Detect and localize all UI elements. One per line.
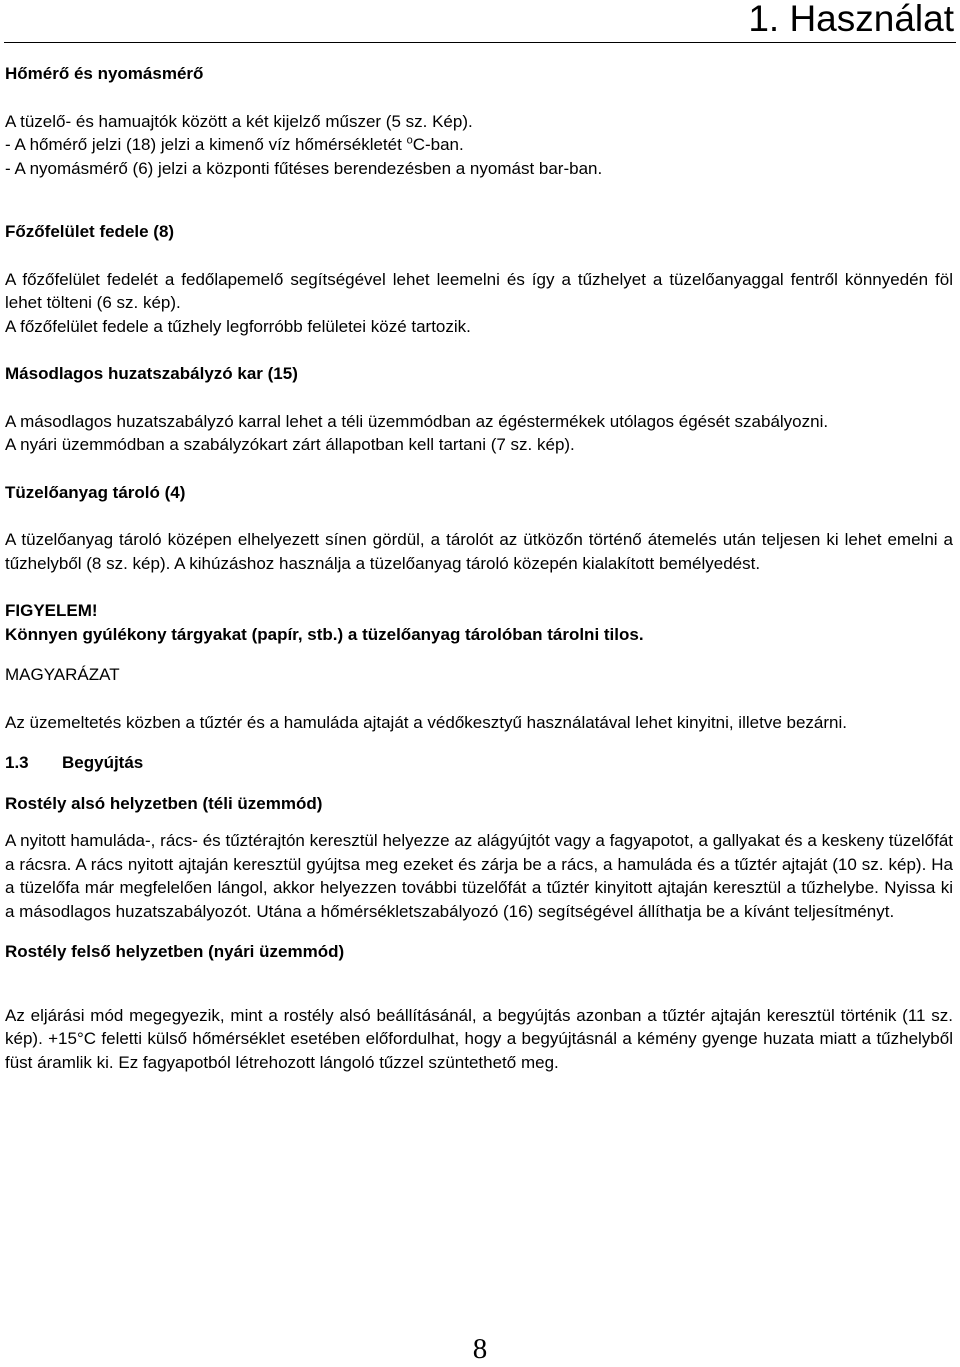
thermometer-line-2-unit: C-ban. xyxy=(412,135,464,154)
fuel-storage-paragraph: A tüzelőanyag tároló középen elhelyezett sínen gördül, a tárolót az ütközőn történő átemelés után teljesen ki lehet emelni a tűzhelyből (8 sz. kép). A kihúzáshoz használja a tüzelőanyag tároló közepén kialakított bemélyedést. xyxy=(5,530,953,573)
secondary-draft-paragraph-1: A másodlagos huzatszabályzó karral lehet a téli üzemmódban az égéstermékek utólagos égését szabályozni. xyxy=(5,411,829,431)
secondary-draft-paragraph-2: A nyári üzemmódban a szabályzókart zárt állapotban kell tartani (7 sz. kép). xyxy=(5,435,575,454)
cooktop-lid-heading: Főzőfelület fedele (8) xyxy=(5,222,175,241)
page-header xyxy=(0,0,960,44)
thermometer-line-2 xyxy=(5,133,953,157)
thermometer-line-1: A tüzelő- és hamuajtók között a két kijelző műszer (5 sz. Kép). xyxy=(5,111,473,131)
chapter-title: 1. Használat xyxy=(748,0,954,39)
warning-heading: FIGYELEM! xyxy=(5,601,98,620)
warning-text: Könnyen gyúlékony tárgyakat (papír, stb.) a tüzelőanyag tárolóban tárolni tilos. xyxy=(5,624,644,644)
thermometer-line-3: - A nyomásmérő (6) jelzi a központi fűtéses berendezésben a nyomást bar-ban. xyxy=(5,158,603,178)
page-number: 8 xyxy=(472,1333,488,1365)
explanation-heading: MAGYARÁZAT xyxy=(5,665,120,684)
document-body xyxy=(5,62,953,1074)
cooktop-lid-paragraph-2: A főzőfelület fedele a tűzhely legforróbb felületei közé tartozik. xyxy=(5,316,471,336)
grate-upper-heading: Rostély felső helyzetben (nyári üzemmód) xyxy=(5,942,345,961)
thermometer-heading: Hőmérő és nyomásmérő xyxy=(5,64,204,83)
thermometer-line-2-text: - A hőmérő jelzi (18) jelzi a kimenő víz hőmérsékletét xyxy=(5,135,407,154)
secondary-draft-heading: Másodlagos huzatszabályzó kar (15) xyxy=(5,364,298,383)
grate-upper-paragraph: Az eljárási mód megegyezik, mint a rostély alsó beállításánál, a begyújtás azonban a tűztér ajtaján keresztül történik (11 sz. kép). +15°C feletti külső hőmérséklet esetében előfordulhat, hogy a begyújtásnál a kémény gyenge huzata miatt a tűzhelyből füst áramlik ki. Ez fagyapotból létrehozott lángoló tűzzel szüntethető meg. xyxy=(5,1005,953,1072)
cooktop-lid-paragraph-1: A főzőfelület fedelét a fedőlapemelő segítségével lehet leemelni és így a tűzhelyet a tüzelőanyaggal fentről könnyedén föl lehet tölteni (6 sz. kép). xyxy=(5,269,953,312)
grate-lower-heading: Rostély alsó helyzetben (téli üzemmód) xyxy=(5,793,323,813)
section-number: 1.3 xyxy=(5,753,29,772)
explanation-text: Az üzemeltetés közben a tűztér és a hamuláda ajtaját a védőkesztyű használatával lehet kinyitni, illetve bezárni. xyxy=(5,712,847,732)
degree-symbol: o xyxy=(406,134,413,147)
grate-lower-paragraph: A nyitott hamuláda-, rács- és tűztérajtón keresztül helyezze az alágyújtót vagy a fagyapotot, a gallyakat és a keskeny tüzelőfát a rácsra. A rács nyitott ajtaján keresztül gyújtsa meg ezeket és zárja be a rács, a hamuláda és a tűztér ajtaját (10 sz. kép). Ha a tüzelőfa már megfelelően lángol, akkor helyezzen további tüzelőfát a tűztér kinyitott ajtaján keresztül a tűzhelybe. Nyissa ki a másodlagos huzatszabályozót. Utána a hőmérsékletszabályozó (16) segítségével állíthatja be a kívánt teljesítményt. xyxy=(5,831,953,921)
fuel-storage-heading: Tüzelőanyag tároló (4) xyxy=(5,482,186,502)
ignition-heading xyxy=(5,751,953,775)
header-divider xyxy=(4,42,956,43)
section-title: Begyújtás xyxy=(62,753,144,772)
